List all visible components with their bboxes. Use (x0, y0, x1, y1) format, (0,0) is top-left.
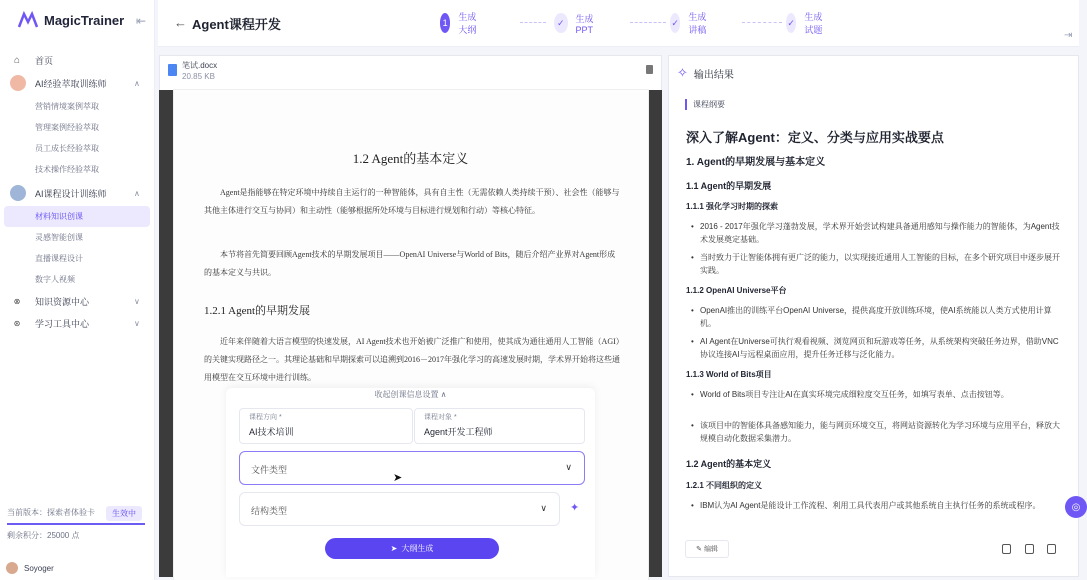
step-connector (520, 22, 546, 23)
outline-item: 1.2.1 不同组织的定义 (686, 481, 763, 490)
sidebar-collapse-icon[interactable]: ⇤ (136, 14, 147, 28)
app-name: MagicTrainer (44, 12, 125, 28)
chevron-down-icon: ∨ (565, 462, 572, 472)
sidebar (0, 0, 155, 580)
nav-item-knowledge-center[interactable] (0, 290, 155, 312)
check-icon: ✓ (670, 13, 680, 33)
output-title: 输出结果 (693, 69, 734, 81)
doc-section-heading: 1.2.1 Agent的早期发展 (204, 305, 311, 317)
points-progress-bar (7, 523, 145, 525)
logo[interactable] (18, 12, 124, 28)
chevron-down-icon: ∨ (134, 318, 140, 328)
outline-subsection: 1.2 Agent的基本定义 (686, 459, 772, 469)
step-label: 生成大纲 (458, 12, 477, 35)
sub-item-digital-human[interactable]: 数字人视频 (35, 275, 75, 284)
outline-item: 1.1.2 OpenAI Universe平台 (686, 286, 787, 295)
step-connector (630, 22, 666, 23)
sub-item-live-course[interactable]: 直播课程设计 (35, 254, 83, 263)
outline-bullet: • IBM认为AI Agent是能设计工作流程、利用工具代表用户或其他系统自主执行任务的系统或程序。 (691, 499, 1063, 512)
tools-icon: ⊛ (13, 318, 21, 328)
avatar (10, 185, 26, 201)
nav-menu (0, 50, 155, 334)
doc-paragraph: Agent是指能够在特定环境中持续自主运行的一种智能体，具有自主性（无需依赖人类持续干预）、社会性（能够与其他主体进行交互与协同）和主动性（能够根据所处环境与目标进行规划和行动）等核心特征。 (204, 188, 620, 215)
avatar (10, 75, 26, 91)
check-icon: ✓ (786, 13, 796, 33)
field-value: AI技术培训 (249, 427, 294, 437)
knowledge-icon: ⊗ (13, 296, 21, 306)
select-placeholder: 文件类型 (251, 465, 288, 475)
doc-gutter-right (648, 90, 662, 577)
course-settings-form (226, 388, 595, 577)
outline-item: 1.1.1 强化学习时期的探索 (686, 202, 779, 211)
home-icon: ⌂ (13, 54, 21, 66)
nav-item-label: 学习工具中心 (35, 318, 90, 329)
chevron-down-icon: ∨ (540, 503, 547, 513)
outline-bullet: • OpenAI推出的训练平台OpenAI Universe，提供高度开放训练环境，使AI系统能以人类方式使用计算机。 (691, 304, 1063, 330)
status-badge: 生效中 (106, 506, 142, 521)
chevron-up-icon: ∧ (134, 188, 140, 198)
field-label: 课程方向 * (249, 414, 282, 421)
panel-toggle-icon[interactable]: ⇥ (1064, 30, 1073, 41)
logo-icon (18, 12, 38, 28)
step-script[interactable] (670, 12, 707, 34)
mouse-cursor-icon: ➤ (393, 472, 403, 484)
doc-heading: 1.2 Agent的基本定义 (352, 151, 469, 166)
plan-info (0, 505, 155, 542)
nav-item-experience-trainer[interactable] (0, 70, 155, 96)
sub-item-sales-case[interactable]: 营销情境案例萃取 (35, 102, 99, 111)
step-connector (742, 22, 782, 23)
sub-item-employee-growth[interactable]: 员工成长经验萃取 (35, 144, 99, 153)
download-icon[interactable] (1002, 544, 1011, 554)
assistant-fab-icon[interactable]: ◎ (1065, 496, 1087, 518)
outline-bullet: • World of Bits项目专注让AI在真实环境完成细粒度交互任务，如填写表单、点击按钮等。 (691, 388, 1063, 401)
sub-item-material-course[interactable]: 材料知识创课 (4, 206, 150, 227)
nav-item-course-designer[interactable] (0, 180, 155, 206)
plan-version: 当前版本：探索者体验卡 (7, 507, 95, 517)
field-value: Agent开发工程师 (424, 427, 493, 437)
sub-item-tech-operation[interactable]: 技术操作经验萃取 (35, 165, 99, 174)
step-label: 生成讲稿 (688, 12, 707, 35)
nav-item-label: 知识资源中心 (35, 296, 90, 307)
doc-paragraph: 本节将首先简要回顾Agent技术的早期发展项目——OpenAI Universe与World of Bits，随后介绍产业界对Agent形成的基本定义与共识。 (204, 250, 616, 277)
chevron-down-icon: ∨ (134, 296, 140, 306)
nav-item-label: 首页 (35, 55, 54, 66)
collapse-settings-button[interactable]: 收起创课信息设置 ∧ (374, 390, 447, 399)
send-icon: ➤ (390, 544, 398, 553)
doc-gutter-left (159, 90, 174, 577)
outline-bullet: • 2016 - 2017年强化学习蓬勃发展，学术界开始尝试构建具备通用感知与操作能力的智能体，为Agent技术发展奠定基础。 (691, 220, 1063, 246)
field-label: 课程对象 * (424, 414, 457, 421)
outline-subsection: 1.1 Agent的早期发展 (686, 181, 772, 191)
course-audience-field[interactable] (414, 408, 585, 444)
outline-tag: 课程纲要 (685, 99, 725, 110)
outline-bullet: • AI Agent在Universe可执行观看视频、浏览网页和玩游戏等任务，从系统架构突破任务边界，借助VNC协议连接AI与远程桌面应用，提升任务迁移与泛化能力。 (691, 335, 1063, 361)
course-direction-field[interactable] (239, 408, 413, 444)
edit-button[interactable] (685, 540, 729, 558)
expand-icon[interactable] (1047, 544, 1056, 554)
chevron-up-icon: ∧ (134, 78, 140, 88)
outline-item: 1.1.3 World of Bits项目 (686, 370, 772, 379)
remaining-points: 剩余积分：25000 点 (7, 530, 80, 540)
structure-type-select[interactable] (239, 492, 560, 526)
header (158, 0, 1079, 47)
user-profile[interactable] (0, 560, 155, 576)
button-label: 大纲生成 (401, 544, 434, 553)
nav-item-home[interactable] (0, 50, 155, 70)
sub-item-management-case[interactable]: 管理案例经验萃取 (35, 123, 99, 132)
doc-file-icon (168, 64, 177, 76)
trash-icon[interactable] (646, 65, 653, 74)
step-label: 生成试题 (804, 12, 823, 35)
step-label: 生成PPT (575, 13, 594, 35)
step-outline[interactable] (440, 12, 477, 34)
back-arrow-icon[interactable]: ← (174, 15, 187, 30)
step-quiz[interactable] (786, 12, 823, 34)
doc-paragraph: 近年来伴随着大语言模型的快速发展，AI Agent技术也开始被广泛推广和使用，使其成为通往通用人工智能（AGI）的关键实现路径之一。其理论基础和早期探索可以追溯到2016－2017年强化学习的高速发展时期，学术界开始将这些通用模型在交互环境中进行训练。 (204, 337, 620, 382)
sub-item-inspiration-course[interactable]: 灵感智能创课 (35, 233, 83, 242)
nav-item-label: AI经验萃取训练师 (35, 78, 107, 89)
file-type-select[interactable] (239, 451, 585, 485)
sparkle-icon[interactable]: ✦ (570, 502, 580, 514)
pencil-icon: ✎ (696, 546, 702, 553)
output-header (677, 65, 734, 81)
file-name: 笔试.docx (182, 61, 218, 70)
nav-item-tools-center[interactable] (0, 312, 155, 334)
copy-icon[interactable] (1025, 544, 1034, 554)
outline-title: 深入了解Agent：定义、分类与应用实战要点 (686, 130, 944, 145)
select-placeholder: 结构类型 (251, 506, 288, 516)
user-name: Soyoger (24, 563, 54, 573)
button-label: 编辑 (703, 546, 718, 553)
avatar (6, 562, 18, 574)
outline-bullet: • 该项目中的智能体具备感知能力，能与网页环境交互，将网站资源转化为学习环境与应用平台，释放大规模自动化数据采集潜力。 (691, 419, 1063, 445)
page-title: Agent课程开发 (192, 17, 281, 32)
file-size: 20.85 KB (182, 72, 215, 81)
nav-item-label: AI课程设计训练师 (35, 188, 107, 199)
step-number: 1 (440, 13, 450, 33)
step-ppt[interactable] (554, 12, 600, 34)
output-panel (668, 55, 1079, 577)
generate-outline-button[interactable] (325, 538, 499, 559)
outline-section: 1. Agent的早期发展与基本定义 (686, 157, 826, 168)
check-icon: ✓ (554, 13, 568, 33)
outline-bullet: • 当时致力于让智能体拥有更广泛的能力，以实现接近通用人工智能的目标，在多个研究项目中逐步展开实践。 (691, 251, 1063, 277)
sparkle-icon: ✧ (677, 65, 688, 80)
progress-fill (7, 523, 145, 525)
